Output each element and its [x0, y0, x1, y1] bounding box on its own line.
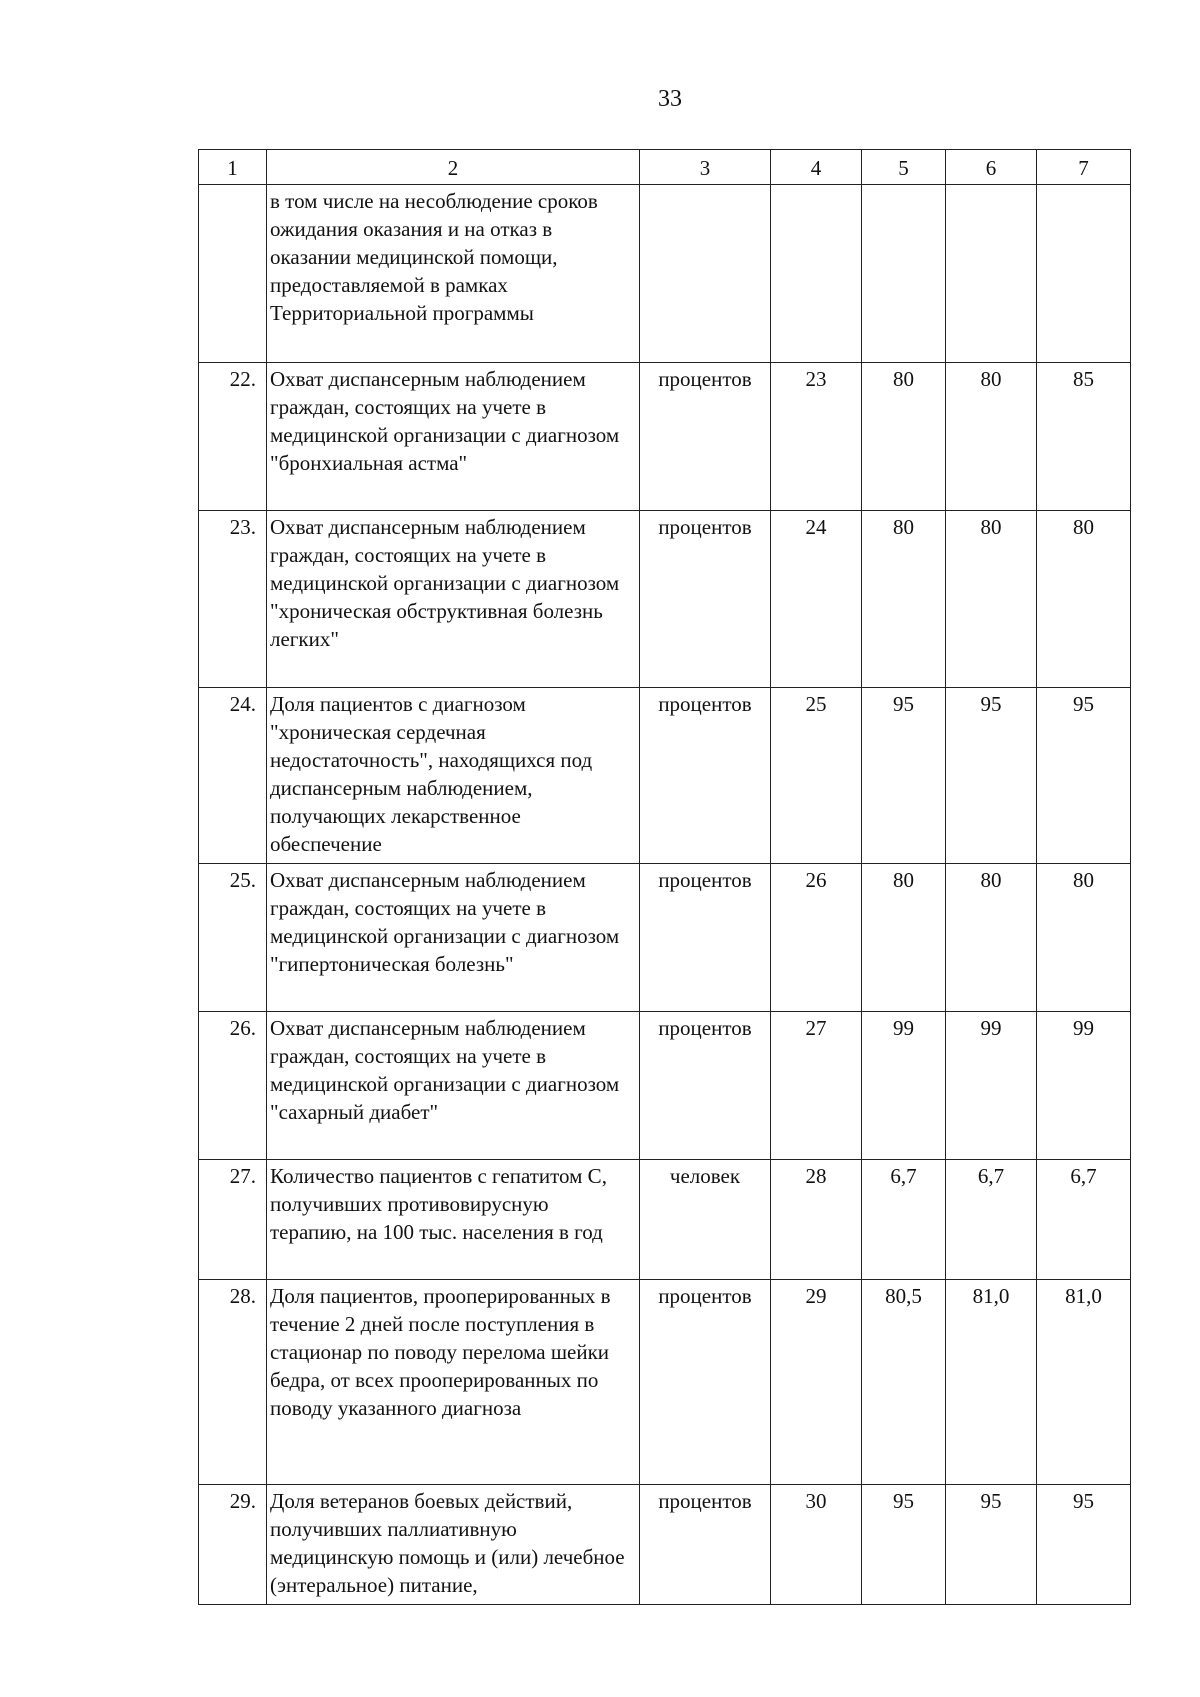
header-col-5: 5: [862, 150, 946, 185]
indicator-name: Доля пациентов, прооперированных в течение 2 дней после поступления в стационар по поводу перелома шейки бедра, от всех прооперированных по поводу указанного диагноза: [267, 1280, 640, 1485]
header-col-3: 3: [640, 150, 771, 185]
header-col-4: 4: [771, 150, 862, 185]
value-cell-3: 81,0: [1037, 1280, 1131, 1485]
ref-cell: 28: [771, 1160, 862, 1280]
row-number: 22.: [199, 363, 267, 511]
table-row: [199, 864, 1131, 1012]
ref-cell: 29: [771, 1280, 862, 1485]
table-row: [199, 1160, 1131, 1280]
unit-cell: процентов: [640, 864, 771, 1012]
row-number: 26.: [199, 1012, 267, 1160]
value-cell-2: 81,0: [946, 1280, 1037, 1485]
unit-cell: процентов: [640, 1012, 771, 1160]
value-cell-2: 95: [946, 1485, 1037, 1605]
indicator-name: Доля пациентов с диагнозом "хроническая сердечная недостаточность", находящихся под диспансерным наблюдением, получающих лекарственное обеспечение: [267, 688, 640, 864]
value-cell-3: 99: [1037, 1012, 1131, 1160]
ref-cell: 24: [771, 511, 862, 688]
value-cell-3: 80: [1037, 511, 1131, 688]
table-row: [199, 185, 1131, 363]
value-cell-2: [946, 185, 1037, 363]
row-number: [199, 185, 267, 363]
value-cell-1: 80: [862, 511, 946, 688]
unit-cell: процентов: [640, 511, 771, 688]
table-row: [199, 363, 1131, 511]
row-number: 28.: [199, 1280, 267, 1485]
table-row: [199, 511, 1131, 688]
table-row: [199, 688, 1131, 864]
ref-cell: 25: [771, 688, 862, 864]
header-col-6: 6: [946, 150, 1037, 185]
indicator-name: Количество пациентов с гепатитом С, получивших противовирусную терапию, на 100 тыс. населения в год: [267, 1160, 640, 1280]
unit-cell: [640, 185, 771, 363]
value-cell-1: 80: [862, 363, 946, 511]
ref-cell: 30: [771, 1485, 862, 1605]
value-cell-1: 99: [862, 1012, 946, 1160]
value-cell-1: 95: [862, 1485, 946, 1605]
value-cell-2: 99: [946, 1012, 1037, 1160]
unit-cell: процентов: [640, 1485, 771, 1605]
table-row: [199, 1280, 1131, 1485]
value-cell-3: 95: [1037, 688, 1131, 864]
indicator-name: Охват диспансерным наблюдением граждан, состоящих на учете в медицинской организации с диагнозом "сахарный диабет": [267, 1012, 640, 1160]
value-cell-3: 6,7: [1037, 1160, 1131, 1280]
value-cell-3: 85: [1037, 363, 1131, 511]
value-cell-2: 80: [946, 363, 1037, 511]
indicator-name: Охват диспансерным наблюдением граждан, состоящих на учете в медицинской организации с диагнозом "хроническая обструктивная болезнь легких": [267, 511, 640, 688]
header-col-1: 1: [199, 150, 267, 185]
value-cell-2: 6,7: [946, 1160, 1037, 1280]
ref-cell: 23: [771, 363, 862, 511]
unit-cell: человек: [640, 1160, 771, 1280]
value-cell-1: 95: [862, 688, 946, 864]
row-number: 24.: [199, 688, 267, 864]
value-cell-2: 80: [946, 511, 1037, 688]
unit-cell: процентов: [640, 688, 771, 864]
indicators-table: [198, 149, 1131, 1605]
row-number: 23.: [199, 511, 267, 688]
table-row: [199, 1485, 1131, 1605]
unit-cell: процентов: [640, 363, 771, 511]
ref-cell: [771, 185, 862, 363]
table-header-row: [199, 150, 1131, 185]
value-cell-3: 80: [1037, 864, 1131, 1012]
indicator-name: в том числе на несоблюдение сроков ожидания оказания и на отказ в оказании медицинской помощи, предоставляемой в рамках Территориальной программы: [267, 185, 640, 363]
value-cell-2: 80: [946, 864, 1037, 1012]
indicator-name: Доля ветеранов боевых действий, получивших паллиативную медицинскую помощь и (или) лечебное (энтеральное) питание,: [267, 1485, 640, 1605]
value-cell-2: 95: [946, 688, 1037, 864]
row-number: 27.: [199, 1160, 267, 1280]
row-number: 29.: [199, 1485, 267, 1605]
ref-cell: 27: [771, 1012, 862, 1160]
value-cell-1: 80: [862, 864, 946, 1012]
page-number: 33: [658, 86, 682, 112]
value-cell-3: [1037, 185, 1131, 363]
header-col-7: 7: [1037, 150, 1131, 185]
unit-cell: процентов: [640, 1280, 771, 1485]
value-cell-3: 95: [1037, 1485, 1131, 1605]
table-row: [199, 1012, 1131, 1160]
indicator-name: Охват диспансерным наблюдением граждан, состоящих на учете в медицинской организации с диагнозом "гипертоническая болезнь": [267, 864, 640, 1012]
header-col-2: 2: [267, 150, 640, 185]
ref-cell: 26: [771, 864, 862, 1012]
indicator-name: Охват диспансерным наблюдением граждан, состоящих на учете в медицинской организации с диагнозом "бронхиальная астма": [267, 363, 640, 511]
value-cell-1: [862, 185, 946, 363]
value-cell-1: 80,5: [862, 1280, 946, 1485]
row-number: 25.: [199, 864, 267, 1012]
value-cell-1: 6,7: [862, 1160, 946, 1280]
